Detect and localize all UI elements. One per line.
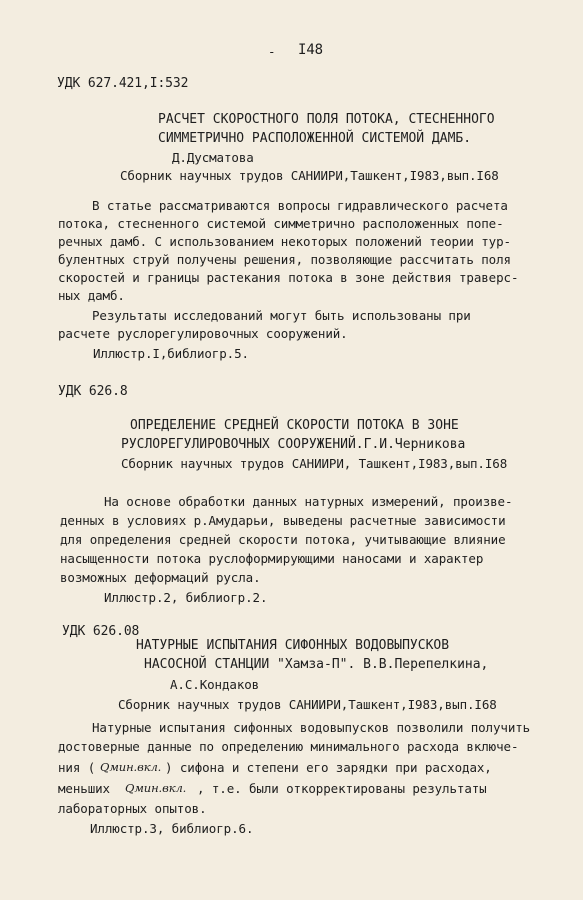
entry-2-abstract-line-1: На основе обработки данных натурных измерений, произве- [104,494,513,509]
entry-2-illustrations: Иллюстр.2, библиогр.2. [104,590,268,605]
entry-2-abstract-line-2: денных в условиях р.Амударьи, выведены расчетные зависимости [60,513,506,528]
entry-1-title-line-1: РАСЧЕТ СКОРОСТНОГО ПОЛЯ ПОТОКА, СТЕСНЕННОГО [158,112,495,127]
entry-3-abstract-line-5: лабораторных опытов. [58,801,207,816]
entry-3-illustrations: Иллюстр.3, библиогр.6. [90,821,254,836]
entry-3-abstract-line-4a: меньших [58,781,110,796]
entry-3-udk: УДК 626.08 [62,624,140,639]
entry-1-abstract-line-4: булентных струй получены решения, позволяющие рассчитать поля [58,252,511,267]
entry-1-abstract-line-6: ных дамб. [58,288,125,303]
entry-1-abstract-line-5: скоростей и границы растекания потока в зоне действия траверс- [58,270,519,285]
entry-1-abstract-line-3: речных дамб. С использованием некоторых положений теории тур- [58,234,511,249]
entry-3-abstract-line-3b: ) сифона и степени его зарядки при расходах, [165,760,492,775]
entry-2-abstract-line-3: для определения средней скорости потока, учитывающие влияние [60,532,506,547]
entry-3-title-line-1: НАТУРНЫЕ ИСПЫТАНИЯ СИФОННЫХ ВОДОВЫПУСКОВ [136,638,450,653]
entry-3-abstract-line-2: достоверные данные по определению минимального расхода включе- [58,739,519,754]
entry-1-abstract-line-2: потока, стесненного системой симметрично расположенных попе- [58,216,504,231]
entry-3-abstract-line-1: Натурные испытания сифонных водовыпусков позволили получить [92,720,531,735]
entry-2-title-line-1: ОПРЕДЕЛЕНИЕ СРЕДНЕЙ СКОРОСТИ ПОТОКА В ЗОНЕ [130,418,459,433]
entry-1-abstract-line-7: Результаты исследований могут быть использованы при [92,308,471,323]
entry-2-abstract-line-5: возможных деформаций русла. [60,570,261,585]
entry-3-author: А.С.Кондаков [170,677,260,692]
entry-1-abstract-line-1: В статье рассматриваются вопросы гидравлического расчета [92,198,508,213]
entry-2-source: Сборник научных трудов САНИИРИ, Ташкент,I983,вып.I68 [121,456,508,471]
margin-mark: - [268,44,276,59]
entry-2-udk: УДК 626.8 [58,384,128,399]
entry-1-author: Д.Дусматова [172,150,254,165]
handwritten-symbol-qmin-1: Qмин.вкл. [100,760,162,774]
entry-1-abstract-line-8: расчете руслорегулировочных сооружений. [58,326,348,341]
entry-3-title-line-2: НАСОСНОЙ СТАНЦИИ "Хамза-П". В.В.Перепелкина, [144,657,489,672]
entry-2-title-line-2: РУСЛОРЕГУЛИРОВОЧНЫХ СООРУЖЕНИЙ.Г.И.Черникова [121,437,466,452]
entry-3-abstract-line-4b: , т.е. были откорректированы результаты [197,781,487,796]
entry-3-source: Сборник научных трудов САНИИРИ,Ташкент,I983,вып.I68 [118,697,497,712]
entry-2-abstract-line-4: насыщенности потока руслоформирующими наносами и характер [60,551,484,566]
entry-1-illustrations: Иллюстр.I,библиогр.5. [93,346,249,361]
entry-1-udk: УДК 627.421,I:532 [57,76,189,91]
entry-3-abstract-line-3a: ния ( [58,760,96,775]
page-number: I48 [298,42,323,58]
handwritten-symbol-qmin-2: Qмин.вкл. [125,781,187,795]
entry-1-title-line-2: СИММЕТРИЧНО РАСПОЛОЖЕННОЙ СИСТЕМОЙ ДАМБ. [158,131,472,146]
entry-1-source: Сборник научных трудов САНИИРИ,Ташкент,I983,вып.I68 [120,168,499,183]
